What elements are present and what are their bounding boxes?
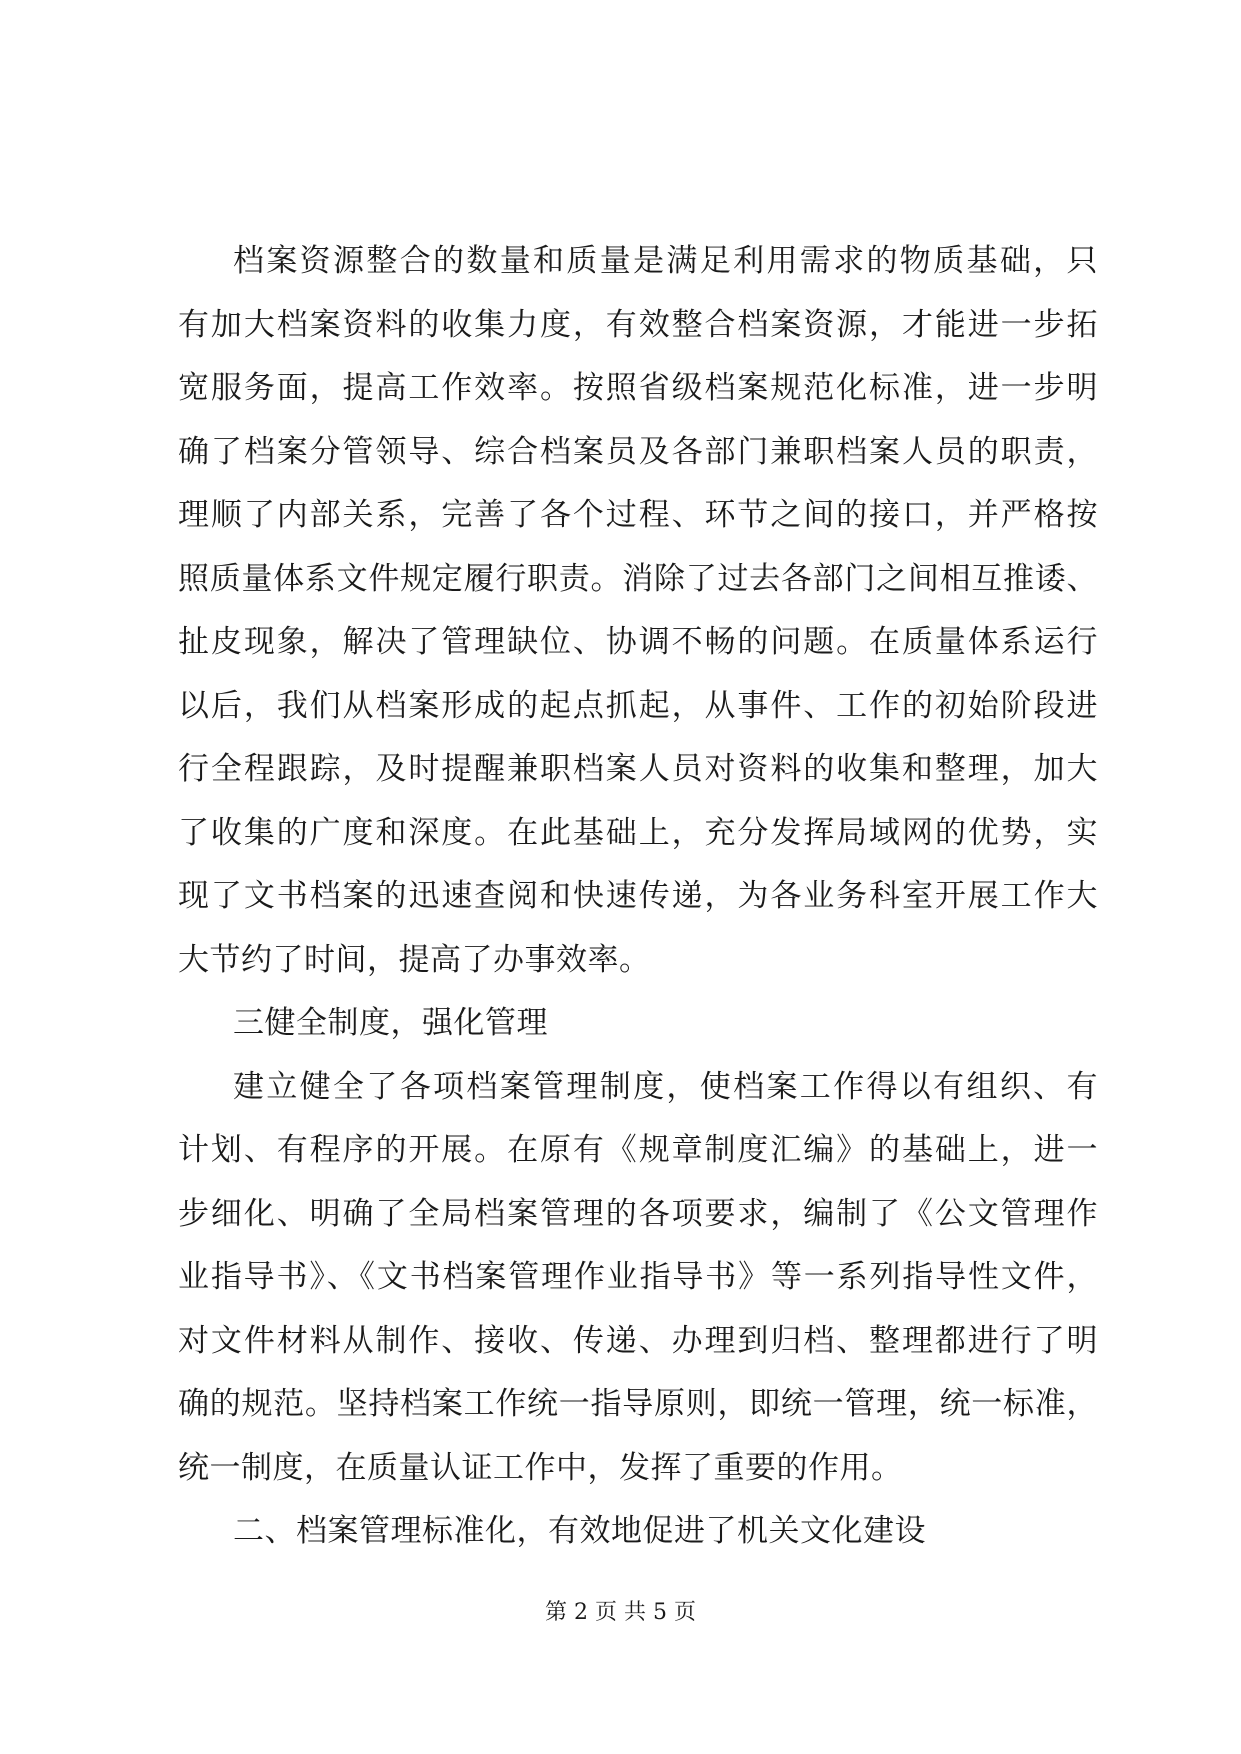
paragraph-line: 宽服务面，提高工作效率。按照省级档案规范化标准，进一步明 xyxy=(178,370,1098,406)
section-heading-system: 三健全制度，强化管理 xyxy=(233,1005,548,1041)
section-heading-standardization: 二、档案管理标准化，有效地促进了机关文化建设 xyxy=(233,1513,926,1549)
paragraph-line: 对文件材料从制作、接收、传递、办理到归档、整理都进行了明 xyxy=(178,1322,1098,1359)
paragraph-line: 以后，我们从档案形成的起点抓起，从事件、工作的初始阶段进 xyxy=(178,687,1098,724)
document-body xyxy=(178,230,1098,1564)
paragraph-line: 有加大档案资料的收集力度，有效整合档案资源，才能进一步拓 xyxy=(178,306,1098,343)
paragraph-management-system xyxy=(178,1056,1098,1501)
paragraph-line: 计划、有程序的开展。在原有《规章制度汇编》的基础上，进一 xyxy=(178,1132,1098,1168)
paragraph-line: 行全程跟踪，及时提醒兼职档案人员对资料的收集和整理，加大 xyxy=(178,751,1098,787)
paragraph-line: 统一制度，在质量认证工作中，发挥了重要的作用。 xyxy=(178,1449,903,1486)
paragraph-line: 大节约了时间，提高了办事效率。 xyxy=(178,941,651,978)
paragraph-line: 档案资源整合的数量和质量是满足利用需求的物质基础，只 xyxy=(233,243,1098,279)
paragraph-line: 照质量体系文件规定履行职责。消除了过去各部门之间相互推诿、 xyxy=(178,560,1098,597)
paragraph-line: 了收集的广度和深度。在此基础上，充分发挥局域网的优势，实 xyxy=(178,814,1098,851)
paragraph-line: 业指导书》、《文书档案管理作业指导书》等一系列指导性文件， xyxy=(178,1259,1098,1295)
paragraph-line: 确了档案分管领导、综合档案员及各部门兼职档案人员的职责， xyxy=(178,433,1098,470)
paragraph-line: 确的规范。坚持档案工作统一指导原则，即统一管理，统一标准， xyxy=(178,1386,1098,1422)
paragraph-line: 步细化、明确了全局档案管理的各项要求，编制了《公文管理作 xyxy=(178,1195,1098,1232)
paragraph-line: 建立健全了各项档案管理制度，使档案工作得以有组织、有 xyxy=(233,1068,1098,1105)
paragraph-line: 理顺了内部关系，完善了各个过程、环节之间的接口，并严格按 xyxy=(178,497,1098,533)
paragraph-line: 扯皮现象，解决了管理缺位、协调不畅的问题。在质量体系运行 xyxy=(178,624,1098,660)
paragraph-archive-resources xyxy=(178,230,1098,992)
paragraph-line: 现了文书档案的迅速查阅和快速传递，为各业务科室开展工作大 xyxy=(178,878,1098,914)
page-number-footer: 第 2 页 共 5 页 xyxy=(545,1600,696,1625)
